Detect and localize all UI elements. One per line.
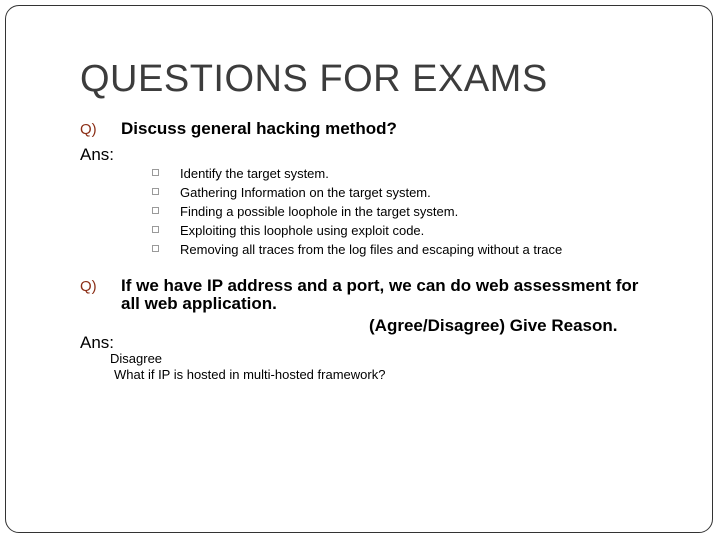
square-bullet-icon	[152, 245, 159, 252]
step-text: Exploiting this loophole using exploit code.	[180, 223, 425, 238]
answer-2-line-2: What if IP is hosted in multi-hosted framework?	[114, 367, 386, 382]
answer-2-label: Ans:	[80, 333, 115, 352]
question-2-line-3: (Agree/Disagree) Give Reason.	[369, 316, 618, 335]
square-bullet-icon	[152, 169, 159, 176]
step-text: Gathering Information on the target system.	[180, 185, 431, 200]
question-2-line-1: If we have IP address and a port, we can do web assessment for	[121, 276, 639, 295]
slide-title: QUESTIONS FOR EXAMS	[80, 58, 548, 100]
question-1-marker: Q)	[80, 121, 97, 138]
question-2-line-2: all web application.	[121, 294, 277, 313]
question-1-text: Discuss general hacking method?	[121, 119, 397, 138]
step-text: Finding a possible loophole in the target system.	[180, 204, 459, 219]
answer-1-label: Ans:	[80, 145, 115, 164]
answer-2-line-1: Disagree	[110, 351, 163, 366]
square-bullet-icon	[152, 207, 159, 214]
step-text: Removing all traces from the log files and escaping without a trace	[180, 242, 563, 257]
square-bullet-icon	[152, 188, 159, 195]
step-text: Identify the target system.	[180, 166, 329, 181]
question-2-marker: Q)	[80, 278, 97, 295]
square-bullet-icon	[152, 226, 159, 233]
